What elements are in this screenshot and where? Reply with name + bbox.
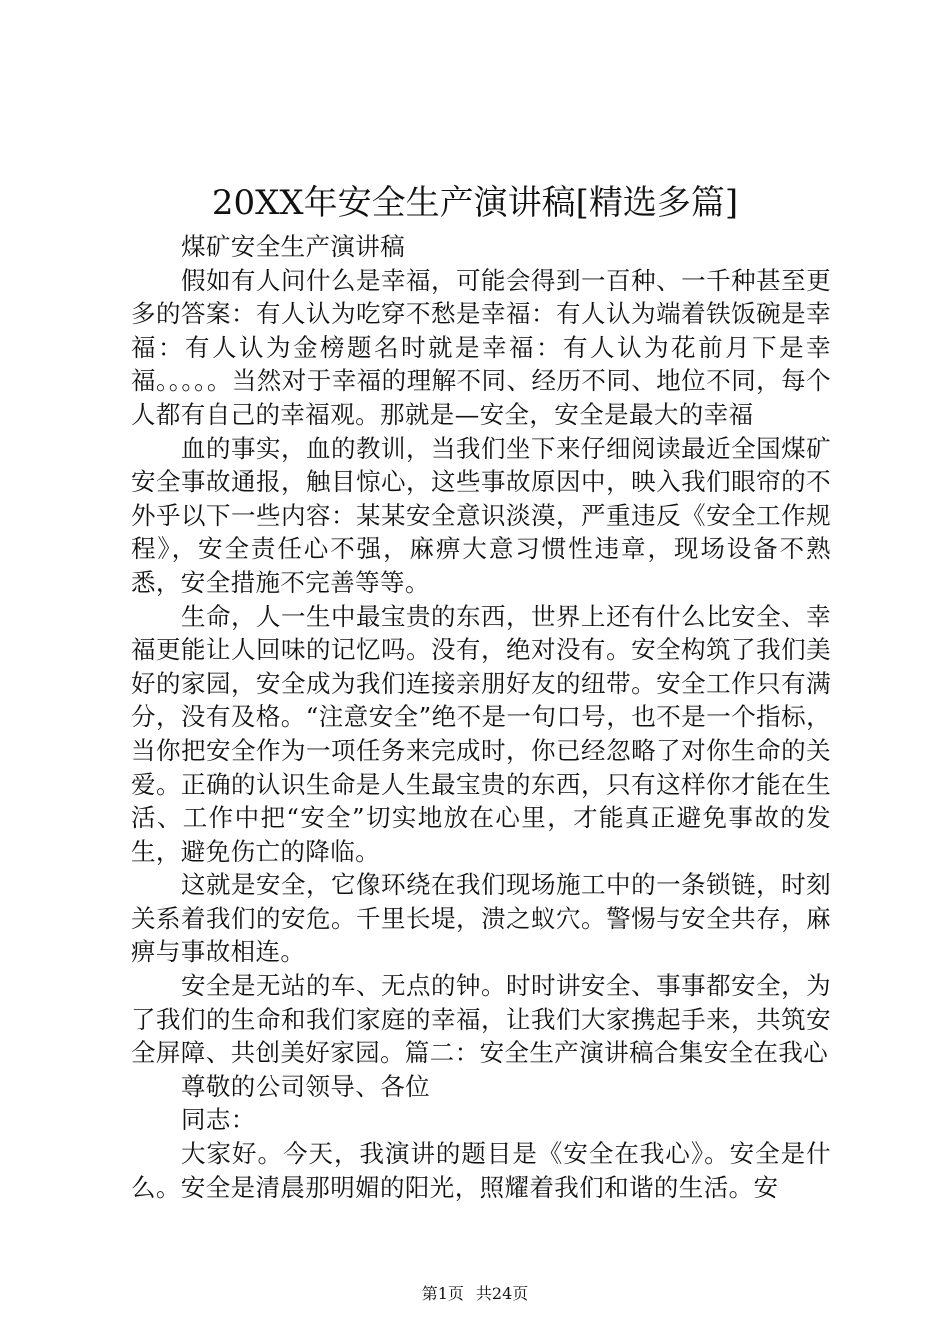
paragraph: 这就是安全，它像环绕在我们现场施工中的一条锁链，时刻关系着我们的安危。千里长堤，溃之蚁穴。警惕与安全共存，麻痹与事故相连。	[131, 870, 831, 967]
page-total: 共24页	[475, 1284, 529, 1303]
paragraph: 尊敬的公司领导、各位	[181, 1071, 430, 1101]
paragraph: 大家好。今天，我演讲的题目是《安全在我心》。安全是什么。安全是清晨那明媚的阳光，照耀着我们和谐的生活。安	[131, 1139, 831, 1202]
page-number: 第1页	[421, 1284, 464, 1303]
paragraph: 血的事实，血的教训，当我们坐下来仔细阅读最近全国煤矿安全事故通报，触目惊心，这些事故原因中，映入我们眼帘的不外乎以下一些内容：某某安全意识淡漠，严重违反《安全工作规程》，安全责任心不强，麻痹大意习惯性违章，现场设备不熟悉，安全措施不完善等等。	[131, 433, 831, 597]
document-title: 20XX年安全生产演讲稿[精选多篇]	[211, 183, 739, 223]
page-footer	[0, 1282, 950, 1306]
document-body	[131, 230, 831, 1204]
paragraph: 同志：	[181, 1105, 256, 1135]
paragraph: 假如有人问什么是幸福，可能会得到一百种、一千种甚至更多的答案：有人认为吃穿不愁是幸福：有人认为端着铁饭碗是幸福：有人认为金榜题名时就是幸福：有人认为花前月下是幸福。。。。。当然对于幸福的理解不同、经历不同、地位不同，每个人都有自己的幸福观。那就是—安全，安全是最大的幸福	[131, 265, 831, 429]
paragraph: 安全是无站的车、无点的钟。时时讲安全、事事都安全，为了我们的生命和我们家庭的幸福，让我们大家携起手来，共筑安全屏障、共创美好家园。篇二：安全生产演讲稿合集安全在我心	[131, 971, 831, 1068]
paragraph-heading: 煤矿安全生产演讲稿	[181, 232, 406, 261]
paragraph: 生命，人一生中最宝贵的东西，世界上还有什么比安全、幸福更能让人回味的记忆吗。没有，绝对没有。安全构筑了我们美好的家园，安全成为我们连接亲朋好友的纽带。安全工作只有满分，没有及格。“注意安全”绝不是一句口号，也不是一个指标，当你把安全作为一项任务来完成时，你已经忽略了对你生命的关爱。正确的认识生命是人生最宝贵的东西，只有这样你才能在生活、工作中把“安全”切实地放在心里，才能真正避免事故的发生，避免伤亡的降临。	[131, 601, 831, 866]
